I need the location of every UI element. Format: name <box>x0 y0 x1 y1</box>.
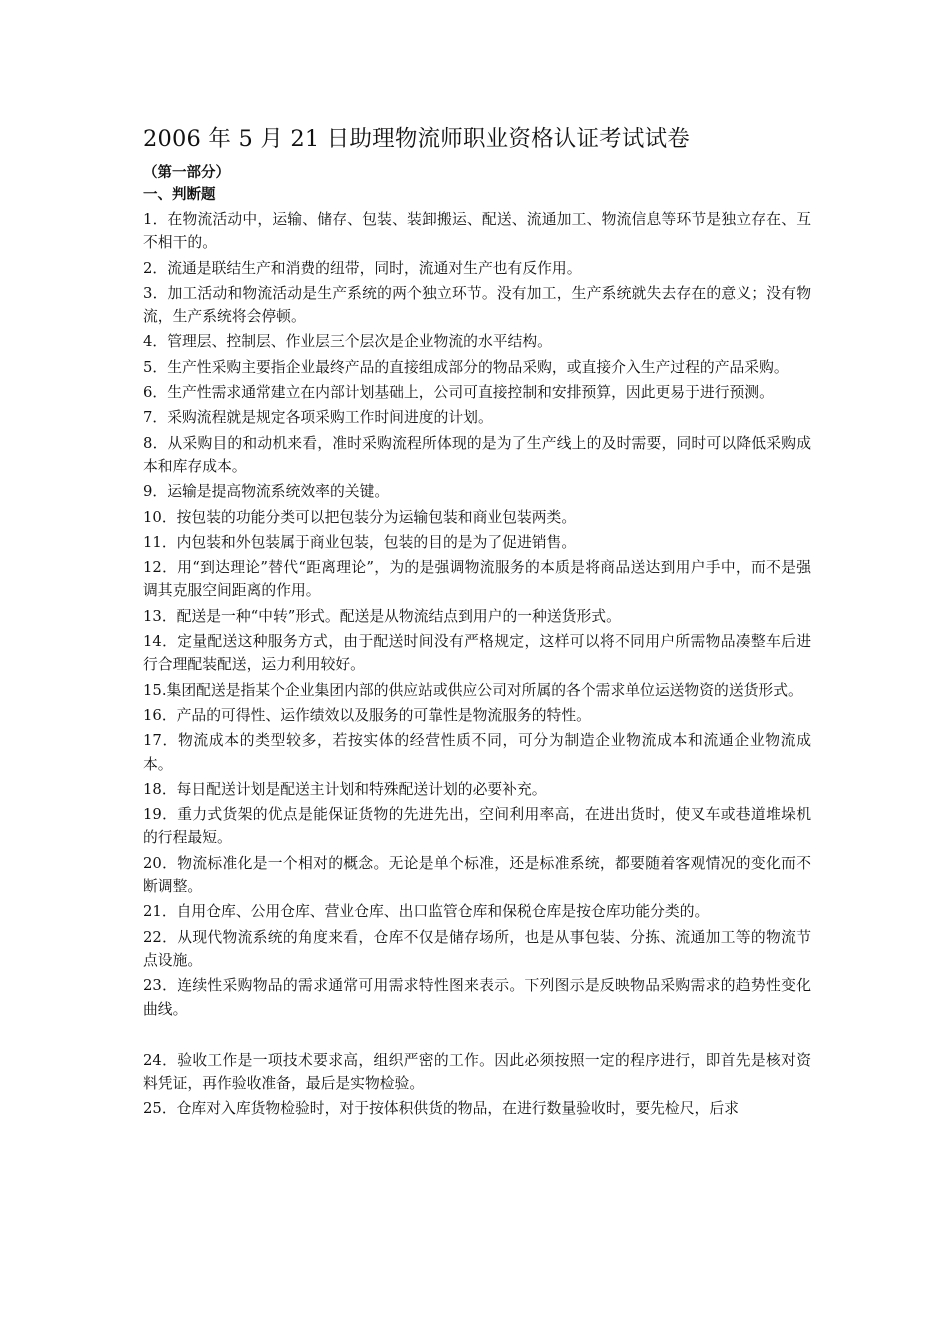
section-heading: 一、判断题 <box>143 186 216 203</box>
question-list <box>143 208 811 1121</box>
question-item: 21．自用仓库、公用仓库、营业仓库、出口监管仓库和保税仓库是按仓库功能分类的。 <box>143 903 710 921</box>
document-title: 2006 年 5 月 21 日助理物流师职业资格认证考试试卷 <box>143 126 690 152</box>
question-item: 12．用“到达理论”替代“距离理论”，为的是强调物流服务的本质是将商品送达到用户手中，而不是强调其克服空间距离的作用。 <box>143 559 811 600</box>
question-item: 10．按包装的功能分类可以把包装分为运输包装和商业包装两类。 <box>143 508 577 526</box>
question-item: 8．从采购目的和动机来看，准时采购流程所体现的是为了生产线上的及时需要，同时可以降低采购成本和库存成本。 <box>143 434 811 475</box>
question-item: 16．产品的可得性、运作绩效以及服务的可靠性是物流服务的特性。 <box>143 706 591 724</box>
question-item: 25．仓库对入库货物检验时，对于按体积供货的物品，在进行数量验收时，要先检尺，后求 <box>143 1100 739 1118</box>
question-item: 14．定量配送这种服务方式，由于配送时间没有严格规定，这样可以将不同用户所需物品凑整车后进行合理配装配送，运力利用较好。 <box>143 633 811 674</box>
question-item: 15.集团配送是指某个企业集团内部的供应站或供应公司对所属的各个需求单位运送物资的送货形式。 <box>143 681 803 699</box>
question-item: 22．从现代物流系统的角度来看，仓库不仅是储存场所，也是从事包装、分拣、流通加工等的物流节点设施。 <box>143 928 811 969</box>
question-item: 5．生产性采购主要指企业最终产品的直接组成部分的物品采购，或直接介入生产过程的产品采购。 <box>143 358 789 376</box>
part-heading: （第一部分） <box>143 164 230 181</box>
question-item: 23．连续性采购物品的需求通常可用需求特性图来表示。下列图示是反映物品采购需求的趋势性变化曲线。 <box>143 977 811 1018</box>
question-item: 7．采购流程就是规定各项采购工作时间进度的计划。 <box>143 409 493 427</box>
document-page <box>143 124 811 1123</box>
question-item: 4．管理层、控制层、作业层三个层次是企业物流的水平结构。 <box>143 333 552 351</box>
question-item: 24．验收工作是一项技术要求高，组织严密的工作。因此必须按照一定的程序进行，即首先是核对资料凭证，再作验收准备，最后是实物检验。 <box>143 1051 811 1093</box>
question-item: 19．重力式货架的优点是能保证货物的先进先出，空间利用率高，在进出货时，使叉车或巷道堆垛机的行程最短。 <box>143 806 811 847</box>
question-item: 9．运输是提高物流系统效率的关键。 <box>143 483 390 501</box>
question-item: 11．内包装和外包装属于商业包装，包装的目的是为了促进销售。 <box>143 533 577 551</box>
question-item: 13．配送是一种“中转”形式。配送是从物流结点到用户的一种送货形式。 <box>143 607 621 625</box>
question-item: 1．在物流活动中，运输、储存、包装、装卸搬运、配送、流通加工、物流信息等环节是独立存在、互不相干的。 <box>143 211 811 252</box>
question-item: 20．物流标准化是一个相对的概念。无论是单个标准，还是标准系统，都要随着客观情况的变化而不断调整。 <box>143 854 811 896</box>
question-item: 2．流通是联结生产和消费的纽带，同时，流通对生产也有反作用。 <box>143 259 582 277</box>
question-item: 17．物流成本的类型较多，若按实体的经营性质不同，可分为制造企业物流成本和流通企业物流成本。 <box>143 732 811 773</box>
question-item: 3．加工活动和物流活动是生产系统的两个独立环节。没有加工，生产系统就失去存在的意义；没有物流，生产系统将会停顿。 <box>143 284 811 326</box>
question-item: 18．每日配送计划是配送主计划和特殊配送计划的必要补充。 <box>143 780 547 798</box>
question-item: 6．生产性需求通常建立在内部计划基础上，公司可直接控制和安排预算，因此更易于进行预测。 <box>143 384 774 402</box>
